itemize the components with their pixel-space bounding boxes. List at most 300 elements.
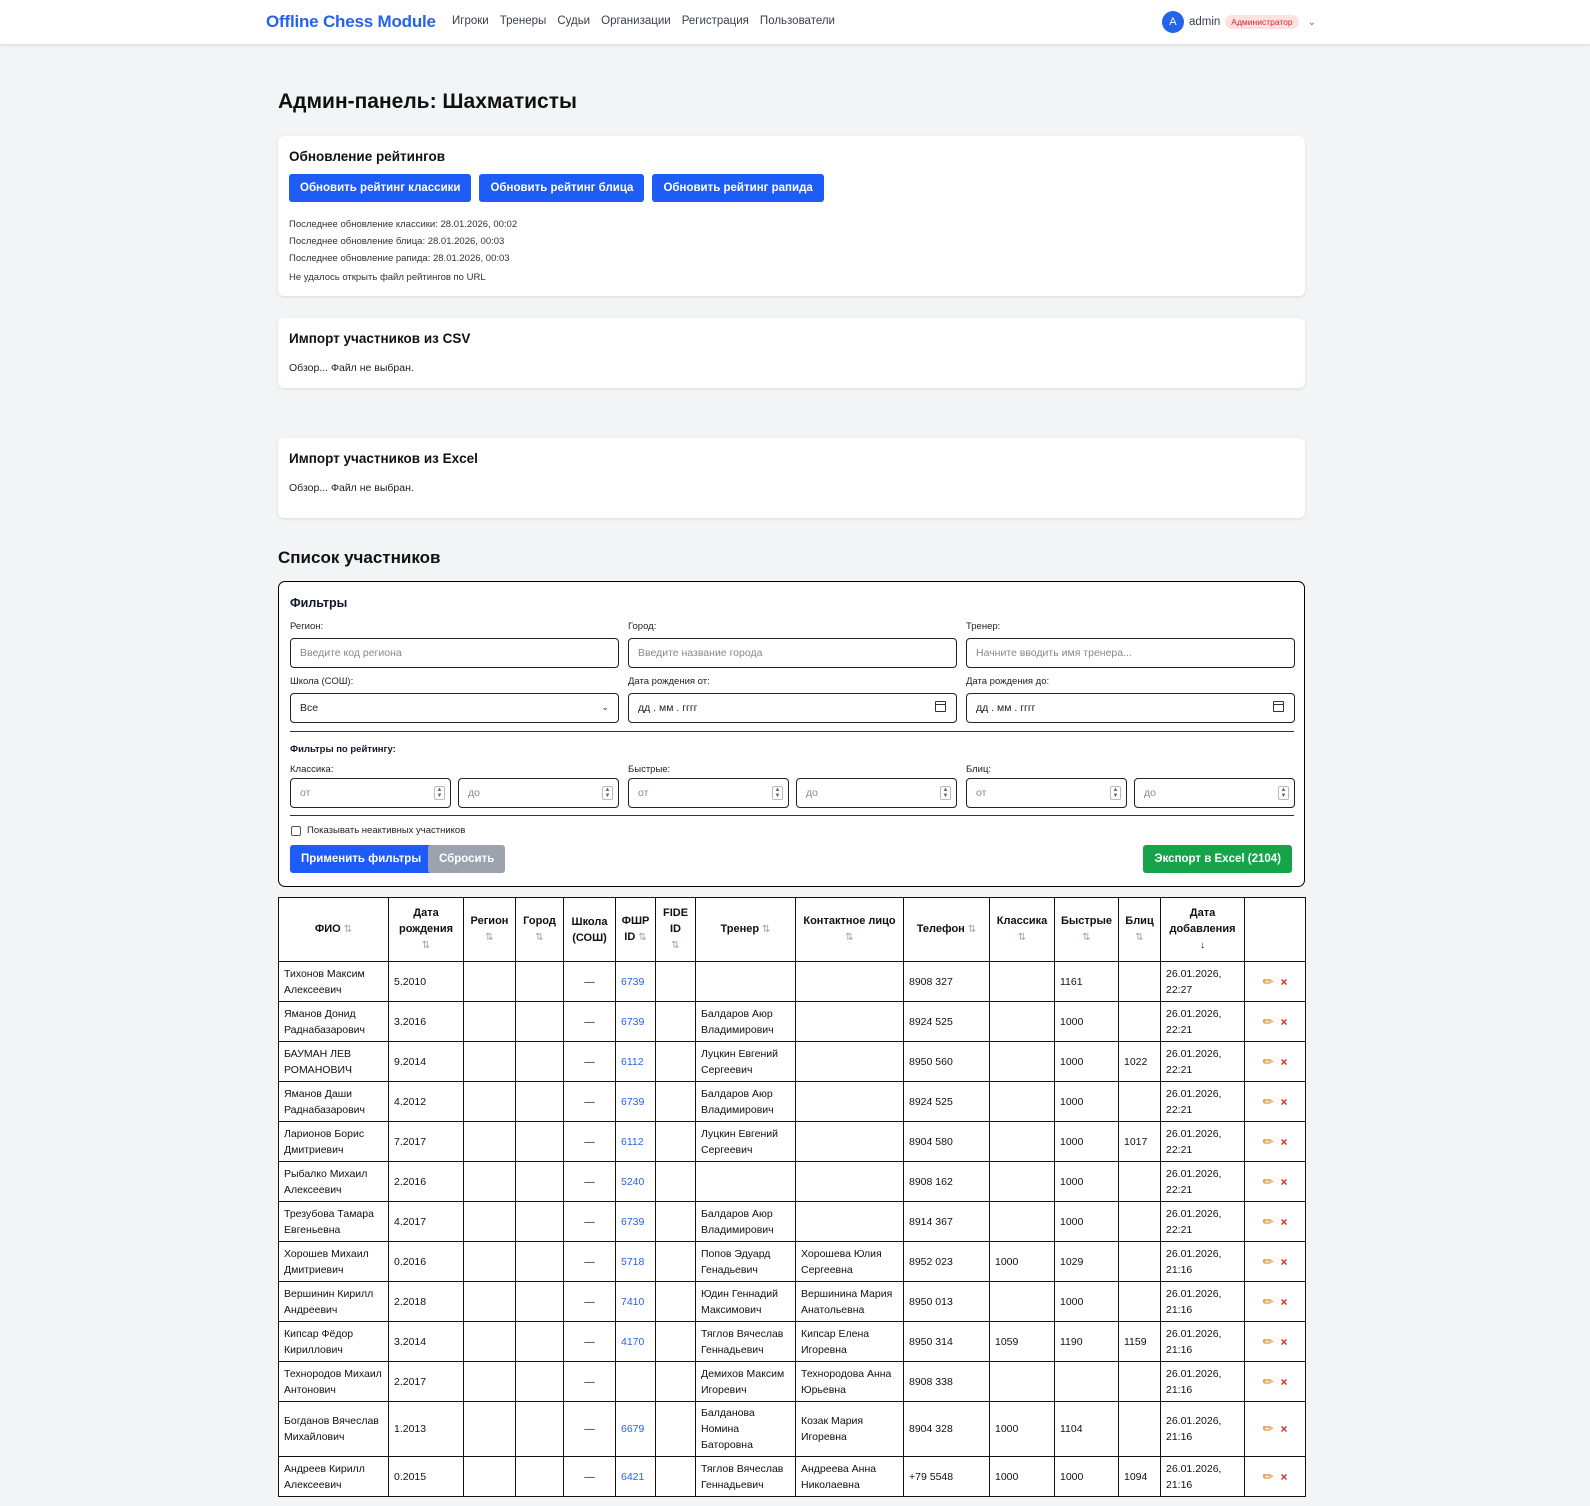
cell-actions — [1245, 1162, 1306, 1202]
cell-city — [516, 962, 564, 1002]
nav-link-organizations[interactable]: Организации — [601, 15, 671, 27]
cell-fshr[interactable]: 6739 — [616, 962, 656, 1002]
cell-region — [464, 1402, 516, 1457]
region-label: Регион: — [290, 621, 324, 632]
show-inactive-label: Показывать неактивных участников — [307, 825, 466, 836]
cell-coach: Балданова Номина Баторовна — [696, 1402, 796, 1457]
sort-icon[interactable]: ⇅ — [845, 932, 854, 943]
cell-fide — [656, 1322, 696, 1362]
delete-icon[interactable]: × — [1280, 1469, 1288, 1484]
table-row — [279, 1362, 1306, 1402]
cell-fide — [656, 1002, 696, 1042]
table-row — [279, 962, 1306, 1002]
cell-contact: Хорошева Юлия Сергеевна — [796, 1242, 904, 1282]
col-school-label: Школа (СОШ) — [571, 915, 608, 944]
cell-school: — — [564, 1457, 616, 1497]
sort-icon[interactable]: ⇅ — [1135, 932, 1144, 943]
coach-label: Тренер: — [966, 621, 1001, 632]
cell-fshr[interactable]: 6739 — [616, 1202, 656, 1242]
top-navbar — [0, 0, 1590, 44]
cell-coach: Демихов Максим Игоревич — [696, 1362, 796, 1402]
stepper-icon[interactable]: ▲ ▼ — [1278, 786, 1289, 800]
stepper-icon[interactable]: ▲ ▼ — [434, 786, 445, 800]
cell-coach: Тяглов Вячеслав Геннадьевич — [696, 1457, 796, 1497]
cell-region — [464, 962, 516, 1002]
import-excel-card — [278, 438, 1305, 518]
cell-fide — [656, 1082, 696, 1122]
nav-link-coaches[interactable]: Тренеры — [499, 15, 547, 27]
col-contact[interactable] — [796, 898, 904, 962]
cell-rapid: 1029 — [1055, 1242, 1119, 1282]
col-city-label: Город — [523, 915, 556, 927]
nav-link-judges[interactable]: Судьи — [557, 15, 591, 27]
blitz-from-input[interactable] — [966, 778, 1127, 808]
edit-icon[interactable]: ✏ — [1262, 1013, 1274, 1029]
classic-from-placeholder: от — [300, 787, 311, 799]
cell-fshr[interactable]: 6112 — [616, 1122, 656, 1162]
cell-birth: 0.2015 — [389, 1457, 464, 1497]
cell-school: — — [564, 1082, 616, 1122]
cell-phone: 8950 314 — [904, 1322, 990, 1362]
apply-filters-button[interactable]: Применить фильтры — [290, 845, 432, 873]
col-city[interactable] — [516, 898, 564, 962]
show-inactive-checkbox[interactable] — [291, 825, 465, 836]
cell-city — [516, 1162, 564, 1202]
import-excel-title: Импорт участников из Excel — [289, 451, 478, 466]
cell-fshr[interactable]: 7410 — [616, 1282, 656, 1322]
cell-school: — — [564, 1282, 616, 1322]
col-rapid[interactable] — [1055, 898, 1119, 962]
cell-rapid: 1000 — [1055, 1202, 1119, 1242]
cell-added: 26.01.2026, 21:16 — [1161, 1322, 1245, 1362]
cell-school: — — [564, 962, 616, 1002]
col-contact-label: Контактное лицо — [803, 915, 896, 927]
cell-birth: 7.2017 — [389, 1122, 464, 1162]
col-classic[interactable] — [990, 898, 1055, 962]
cell-fshr[interactable]: 5240 — [616, 1162, 656, 1202]
cell-birth: 5.2010 — [389, 962, 464, 1002]
edit-icon[interactable]: ✏ — [1262, 1468, 1274, 1484]
edit-icon[interactable]: ✏ — [1262, 1253, 1274, 1269]
cell-fshr[interactable]: 6112 — [616, 1042, 656, 1082]
sort-icon[interactable]: ⇅ — [967, 924, 977, 935]
rapid-from-input[interactable] — [628, 778, 789, 808]
app-brand[interactable]: Offline Chess Module — [266, 12, 436, 31]
cell-city — [516, 1002, 564, 1042]
edit-icon[interactable]: ✏ — [1262, 1333, 1274, 1349]
cell-fio: Хорошев Михаил Дмитриевич — [279, 1242, 389, 1282]
cell-fio: Тихонов Максим Алексеевич — [279, 962, 389, 1002]
cell-region — [464, 1457, 516, 1497]
sort-icon[interactable]: ⇅ — [671, 940, 680, 951]
cell-added: 26.01.2026, 22:21 — [1161, 1122, 1245, 1162]
cell-added: 26.01.2026, 22:21 — [1161, 1202, 1245, 1242]
cell-school: — — [564, 1162, 616, 1202]
edit-icon[interactable]: ✏ — [1262, 1053, 1274, 1069]
cell-fshr[interactable]: 6421 — [616, 1457, 656, 1497]
cell-region — [464, 1322, 516, 1362]
table-row — [279, 1162, 1306, 1202]
avatar: A — [1162, 11, 1184, 33]
cell-actions — [1245, 962, 1306, 1002]
user-menu[interactable] — [1162, 11, 1316, 33]
school-select[interactable] — [290, 693, 619, 723]
cell-fio: Яманов Даши Раднабазарович — [279, 1082, 389, 1122]
cell-blitz — [1119, 1202, 1161, 1242]
edit-icon[interactable]: ✏ — [1262, 1173, 1274, 1189]
birth-to-label: Дата рождения до: — [966, 676, 1050, 687]
cell-rapid: 1000 — [1055, 1002, 1119, 1042]
cell-classic — [990, 1002, 1055, 1042]
delete-icon[interactable]: × — [1280, 1174, 1288, 1189]
stepper-icon[interactable]: ▲ ▼ — [1110, 786, 1121, 800]
participants-list-title: Список участников — [278, 548, 441, 567]
cell-region — [464, 1362, 516, 1402]
cell-classic — [990, 1282, 1055, 1322]
cell-phone: 8914 367 — [904, 1202, 990, 1242]
cell-fide — [656, 1122, 696, 1162]
cell-fio: Трезубова Тамара Евгеньевна — [279, 1202, 389, 1242]
delete-icon[interactable]: × — [1280, 1254, 1288, 1269]
cell-added: 26.01.2026, 22:21 — [1161, 1082, 1245, 1122]
col-phone[interactable] — [904, 898, 990, 962]
cell-fide — [656, 962, 696, 1002]
filters-panel — [278, 581, 1305, 887]
cell-contact: Технородова Анна Юрьевна — [796, 1362, 904, 1402]
import-csv-card — [278, 318, 1305, 388]
username: admin — [1188, 16, 1221, 28]
filters-title: Фильтры — [290, 596, 348, 610]
ratings-buttons — [289, 174, 824, 202]
cell-coach: Луцкин Евгений Сергеевич — [696, 1042, 796, 1082]
edit-icon[interactable]: ✏ — [1262, 973, 1274, 989]
rapid-from-placeholder: от — [638, 787, 649, 799]
edit-icon[interactable]: ✏ — [1262, 1213, 1274, 1229]
delete-icon[interactable]: × — [1280, 1294, 1288, 1309]
edit-icon[interactable]: ✏ — [1262, 1133, 1274, 1149]
cell-phone: 8950 560 — [904, 1042, 990, 1082]
delete-icon[interactable]: × — [1280, 1334, 1288, 1349]
cell-actions — [1245, 1202, 1306, 1242]
cell-birth: 2.2018 — [389, 1282, 464, 1322]
checkbox-box[interactable] — [291, 826, 301, 836]
cell-fio: Андреев Кирилл Алексеевич — [279, 1457, 389, 1497]
cell-fshr[interactable]: 6739 — [616, 1082, 656, 1122]
cell-fshr[interactable] — [616, 1362, 656, 1402]
cell-city — [516, 1362, 564, 1402]
sort-icon[interactable]: ⇅ — [485, 932, 494, 943]
sort-icon[interactable]: ⇅ — [535, 932, 544, 943]
col-region[interactable] — [464, 898, 516, 962]
update-blitz-button[interactable]: Обновить рейтинг блица — [479, 174, 644, 202]
cell-contact: Козак Мария Игоревна — [796, 1402, 904, 1457]
cell-actions — [1245, 1362, 1306, 1402]
table-row — [279, 1042, 1306, 1082]
classic-to-input[interactable] — [458, 778, 619, 808]
cell-rapid: 1000 — [1055, 1122, 1119, 1162]
sort-desc-icon[interactable]: ↓ — [1200, 940, 1205, 951]
cell-region — [464, 1122, 516, 1162]
delete-icon[interactable]: × — [1280, 1094, 1288, 1109]
col-coach[interactable] — [696, 898, 796, 962]
delete-icon[interactable]: × — [1280, 1422, 1288, 1436]
table-row — [279, 1322, 1306, 1362]
table-row — [279, 1082, 1306, 1122]
sort-icon[interactable]: ⇅ — [638, 932, 647, 943]
cell-fio: Богданов Вячеслав Михайлович — [279, 1402, 389, 1457]
col-fshr-label: ФШР ID — [621, 915, 650, 943]
cell-blitz — [1119, 1402, 1161, 1457]
rapid-to-input[interactable] — [796, 778, 957, 808]
cell-region — [464, 1042, 516, 1082]
cell-contact: Кипсар Елена Игоревна — [796, 1322, 904, 1362]
col-birth[interactable] — [389, 898, 464, 962]
col-blitz[interactable] — [1119, 898, 1161, 962]
cell-blitz — [1119, 1082, 1161, 1122]
cell-added: 26.01.2026, 22:21 — [1161, 1042, 1245, 1082]
cell-city — [516, 1082, 564, 1122]
cell-blitz — [1119, 1362, 1161, 1402]
col-birth-label: Дата рождения — [398, 907, 454, 935]
role-badge: Администратор — [1225, 15, 1298, 29]
table-row — [279, 1457, 1306, 1497]
city-input[interactable]: Введите название города — [628, 638, 957, 668]
cell-rapid: 1000 — [1055, 1282, 1119, 1322]
chevron-down-icon[interactable]: ⌄ — [1307, 16, 1316, 28]
cell-actions — [1245, 1457, 1306, 1497]
col-fio-label: ФИО — [314, 923, 341, 935]
cell-region — [464, 1162, 516, 1202]
cell-blitz: 1017 — [1119, 1122, 1161, 1162]
csv-file-input[interactable]: Обзор... Файл не выбран. — [289, 362, 414, 374]
table-body — [279, 962, 1306, 1497]
cell-contact — [796, 1042, 904, 1082]
cell-birth: 4.2012 — [389, 1082, 464, 1122]
divider — [290, 731, 1294, 732]
last-update-info — [289, 216, 517, 267]
cell-school: — — [564, 1002, 616, 1042]
cell-fide — [656, 1457, 696, 1497]
nav-link-registration[interactable]: Регистрация — [681, 15, 749, 27]
delete-icon[interactable]: × — [1280, 1054, 1288, 1069]
cell-rapid: 1104 — [1055, 1402, 1119, 1457]
cell-contact — [796, 1002, 904, 1042]
cell-added: 26.01.2026, 21:16 — [1161, 1282, 1245, 1322]
stepper-icon[interactable]: ▲ ▼ — [772, 786, 783, 800]
col-coach-label: Тренер — [720, 923, 760, 935]
table-row — [279, 1002, 1306, 1042]
rating-filters-title: Фильтры по рейтингу: — [290, 744, 396, 755]
cell-city — [516, 1457, 564, 1497]
cell-contact — [796, 1122, 904, 1162]
cell-fio: Яманов Донид Раднабазарович — [279, 1002, 389, 1042]
cell-actions — [1245, 1322, 1306, 1362]
cell-actions — [1245, 1002, 1306, 1042]
cell-fide — [656, 1242, 696, 1282]
cell-fshr[interactable]: 4170 — [616, 1322, 656, 1362]
blitz-label: Блиц: — [966, 764, 992, 775]
delete-icon[interactable]: × — [1280, 1214, 1288, 1229]
col-added[interactable] — [1161, 898, 1245, 962]
col-fio[interactable] — [279, 898, 389, 962]
col-school — [564, 898, 616, 962]
edit-icon[interactable]: ✏ — [1262, 1093, 1274, 1109]
cell-school: — — [564, 1402, 616, 1457]
rapid-label: Быстрые: — [628, 764, 671, 775]
cell-rapid: 1161 — [1055, 962, 1119, 1002]
cell-city — [516, 1242, 564, 1282]
cell-phone: 8908 162 — [904, 1162, 990, 1202]
col-phone-label: Телефон — [916, 923, 965, 935]
edit-icon[interactable]: ✏ — [1262, 1293, 1274, 1309]
cell-fide — [656, 1162, 696, 1202]
cell-birth: 2.2017 — [389, 1362, 464, 1402]
cell-contact — [796, 962, 904, 1002]
coach-input[interactable]: Начните вводить имя тренера... — [966, 638, 1295, 668]
update-classic-button[interactable]: Обновить рейтинг классики — [289, 174, 471, 202]
rapid-to-placeholder: до — [806, 787, 818, 799]
cell-classic: 1000 — [990, 1457, 1055, 1497]
school-label: Школа (СОШ): — [290, 676, 354, 687]
ratings-card-title: Обновление рейтингов — [289, 149, 446, 164]
reset-filters-button[interactable]: Сбросить — [428, 845, 505, 873]
stepper-icon[interactable]: ▲ ▼ — [602, 786, 613, 800]
blitz-from-placeholder: от — [976, 787, 987, 799]
ratings-update-card — [278, 136, 1305, 296]
import-csv-title: Импорт участников из CSV — [289, 331, 471, 346]
table-row — [279, 1202, 1306, 1242]
calendar-icon[interactable] — [935, 701, 946, 712]
delete-icon[interactable]: × — [1280, 1374, 1288, 1389]
export-excel-button[interactable]: Экспорт в Excel (2104) — [1143, 845, 1292, 873]
cell-city — [516, 1322, 564, 1362]
cell-city — [516, 1122, 564, 1162]
col-rapid-label: Быстрые — [1060, 915, 1113, 927]
cell-rapid: 1000 — [1055, 1162, 1119, 1202]
edit-icon[interactable]: ✏ — [1262, 1421, 1274, 1436]
classic-from-input[interactable] — [290, 778, 451, 808]
cell-classic — [990, 1202, 1055, 1242]
cell-school: — — [564, 1242, 616, 1282]
cell-fio: БАУМАН ЛЕВ РОМАНОВИЧ — [279, 1042, 389, 1082]
delete-icon[interactable]: × — [1280, 1014, 1288, 1029]
delete-icon[interactable]: × — [1280, 974, 1288, 989]
cell-classic: 1000 — [990, 1242, 1055, 1282]
cell-phone: 8924 525 — [904, 1002, 990, 1042]
cell-coach: Луцкин Евгений Сергеевич — [696, 1122, 796, 1162]
col-fshr[interactable] — [616, 898, 656, 962]
region-input[interactable]: Введите код региона — [290, 638, 619, 668]
cell-fshr[interactable]: 5718 — [616, 1242, 656, 1282]
update-rapid-button[interactable]: Обновить рейтинг рапида — [652, 174, 823, 202]
cell-birth: 3.2014 — [389, 1322, 464, 1362]
sort-icon[interactable]: ⇅ — [1017, 932, 1027, 943]
table-row — [279, 1282, 1306, 1322]
col-actions — [1245, 898, 1306, 962]
col-region-label: Регион — [470, 915, 509, 927]
cell-blitz: 1022 — [1119, 1042, 1161, 1082]
col-classic-label: Классика — [996, 915, 1048, 927]
cell-added: 26.01.2026, 22:27 — [1161, 962, 1245, 1002]
stepper-icon[interactable]: ▲ ▼ — [940, 786, 951, 800]
cell-added: 26.01.2026, 21:16 — [1161, 1362, 1245, 1402]
excel-file-input[interactable]: Обзор... Файл не выбран. — [289, 482, 414, 494]
blitz-to-input[interactable] — [1134, 778, 1295, 808]
birth-from-input[interactable] — [628, 693, 957, 723]
calendar-icon[interactable] — [1273, 701, 1284, 712]
cell-school: — — [564, 1202, 616, 1242]
delete-icon[interactable]: × — [1280, 1134, 1288, 1149]
sort-icon[interactable]: ⇅ — [343, 924, 353, 935]
cell-actions — [1245, 1122, 1306, 1162]
cell-added: 26.01.2026, 22:21 — [1161, 1002, 1245, 1042]
table-row — [279, 1402, 1306, 1457]
table-row — [279, 1242, 1306, 1282]
last-update-blitz: Последнее обновление блица: 28.01.2026, 00:03 — [289, 236, 505, 247]
cell-contact: Андреева Анна Николаевна — [796, 1457, 904, 1497]
cell-contact: Вершинина Мария Анатольевна — [796, 1282, 904, 1322]
cell-coach: Балдаров Аюр Владимирович — [696, 1202, 796, 1242]
birth-to-input[interactable] — [966, 693, 1295, 723]
cell-fshr[interactable]: 6679 — [616, 1402, 656, 1457]
cell-classic: 1000 — [990, 1402, 1055, 1457]
cell-actions — [1245, 1042, 1306, 1082]
cell-contact — [796, 1162, 904, 1202]
cell-region — [464, 1282, 516, 1322]
cell-coach: Балдаров Аюр Владимирович — [696, 1082, 796, 1122]
cell-region — [464, 1082, 516, 1122]
birth-from-label: Дата рождения от: — [628, 676, 710, 687]
cell-added: 26.01.2026, 21:16 — [1161, 1457, 1245, 1497]
cell-fide — [656, 1402, 696, 1457]
cell-fide — [656, 1202, 696, 1242]
cell-fide — [656, 1042, 696, 1082]
sort-icon[interactable]: ⇅ — [1082, 932, 1091, 943]
cell-region — [464, 1002, 516, 1042]
nav-link-players[interactable]: Игроки — [452, 15, 489, 27]
col-blitz-label: Блиц — [1125, 915, 1154, 927]
cell-birth: 0.2016 — [389, 1242, 464, 1282]
cell-contact — [796, 1202, 904, 1242]
cell-rapid: 1000 — [1055, 1082, 1119, 1122]
ratings-error-message: Не удалось открыть файл рейтингов по URL — [289, 272, 486, 283]
cell-blitz — [1119, 1162, 1161, 1202]
col-fide[interactable] — [656, 898, 696, 962]
cell-phone: 8908 338 — [904, 1362, 990, 1402]
school-select-value: Все — [300, 702, 319, 714]
cell-fshr[interactable]: 6739 — [616, 1002, 656, 1042]
sort-icon[interactable]: ⇅ — [762, 924, 771, 935]
cell-classic — [990, 1362, 1055, 1402]
cell-classic — [990, 1162, 1055, 1202]
cell-city — [516, 1042, 564, 1082]
nav-link-users[interactable]: Пользователи — [759, 15, 835, 27]
cell-coach: Юдин Геннадий Максимович — [696, 1282, 796, 1322]
cell-coach: Балдаров Аюр Владимирович — [696, 1002, 796, 1042]
sort-icon[interactable]: ⇅ — [421, 940, 431, 951]
cell-classic — [990, 1042, 1055, 1082]
edit-icon[interactable]: ✏ — [1262, 1373, 1274, 1389]
participants-table — [278, 897, 1306, 1497]
cell-coach: Попов Эдуард Генадьевич — [696, 1242, 796, 1282]
cell-phone: 8952 023 — [904, 1242, 990, 1282]
birth-to-placeholder: дд . мм . гггг — [976, 702, 1036, 714]
cell-contact — [796, 1082, 904, 1122]
cell-blitz: 1159 — [1119, 1322, 1161, 1362]
last-update-classic: Последнее обновление классики: 28.01.2026, 00:02 — [289, 219, 518, 230]
cell-phone: 8924 525 — [904, 1082, 990, 1122]
cell-city — [516, 1402, 564, 1457]
